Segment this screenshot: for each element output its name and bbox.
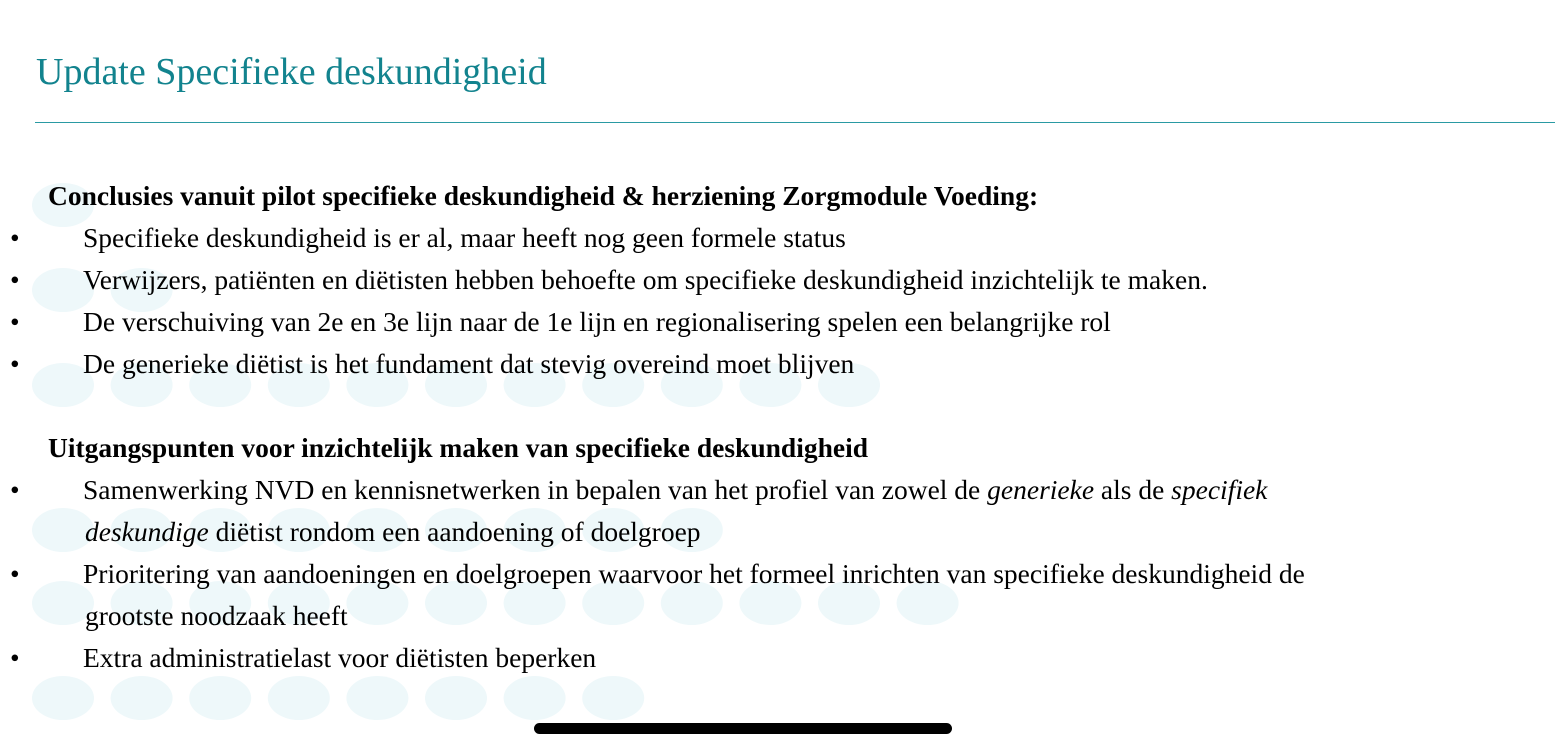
list-item-text-line-1: Prioritering van aandoeningen en doelgroepen waarvoor het formeel inrichten van specifieke deskundigheid de	[83, 558, 1305, 589]
list-item-text: De verschuiving van 2e en 3e lijn naar de 1e lijn en regionalisering spelen een belangrijke rol	[83, 306, 1111, 337]
list-item-text: Extra administratielast voor diëtisten beperken	[83, 642, 597, 673]
list-item	[0, 469, 1555, 553]
emphasis-deskundige: deskundige	[85, 516, 209, 547]
background-dot	[582, 676, 644, 720]
list-item	[0, 259, 1555, 301]
list-item	[0, 343, 1555, 385]
list-item	[0, 301, 1555, 343]
list-item-text: Specifieke deskundigheid is er al, maar heeft nog geen formele status	[83, 222, 846, 253]
background-dot	[425, 676, 487, 720]
list-item-text: Verwijzers, patiënten en diëtisten hebben behoefte om specifieke deskundigheid inzichtelijk te maken.	[83, 264, 1208, 295]
bullet: •	[10, 642, 20, 673]
list-item	[0, 637, 1555, 679]
text-segment: Samenwerking NVD en kennisnetwerken in bepalen van het profiel van zowel de	[83, 474, 988, 505]
home-indicator-bar[interactable]	[534, 723, 952, 734]
background-dot	[268, 676, 330, 720]
text-segment: diëtist rondom een aandoening of doelgroep	[208, 516, 701, 547]
background-dot	[32, 676, 94, 720]
list-item-text-line-2	[83, 511, 1455, 553]
bullet: •	[10, 558, 20, 589]
section-heading-principles: Uitgangspunten voor inzichtelijk maken van specifieke deskundigheid	[48, 432, 869, 463]
background-dot	[346, 676, 408, 720]
principles-list	[0, 469, 1555, 679]
list-item-text-line-1	[83, 469, 1455, 511]
list-item-text-line-2: grootste noodzaak heeft	[85, 600, 348, 631]
title-divider	[35, 122, 1555, 123]
slide-content	[0, 175, 1555, 679]
bullet: •	[10, 264, 20, 295]
bullet: •	[10, 348, 20, 379]
list-item	[0, 217, 1555, 259]
page-title: Update Specifieke deskundigheid	[36, 51, 547, 93]
background-dot	[189, 676, 251, 720]
bullet: •	[10, 474, 20, 505]
list-item-text: De generieke diëtist is het fundament dat stevig overeind moet blijven	[83, 348, 855, 379]
section-spacer	[0, 385, 1555, 427]
background-dot	[504, 676, 566, 720]
emphasis-generieke: generieke	[987, 474, 1095, 505]
list-item	[0, 553, 1555, 637]
background-dot	[111, 676, 173, 720]
bullet: •	[10, 306, 20, 337]
emphasis-specifiek: specifiek	[1171, 474, 1268, 505]
conclusions-list	[0, 217, 1555, 385]
bullet: •	[10, 222, 20, 253]
section-heading-conclusions: Conclusies vanuit pilot specifieke deskundigheid & herziening Zorgmodule Voeding:	[48, 180, 1039, 211]
text-segment: als de	[1094, 474, 1172, 505]
